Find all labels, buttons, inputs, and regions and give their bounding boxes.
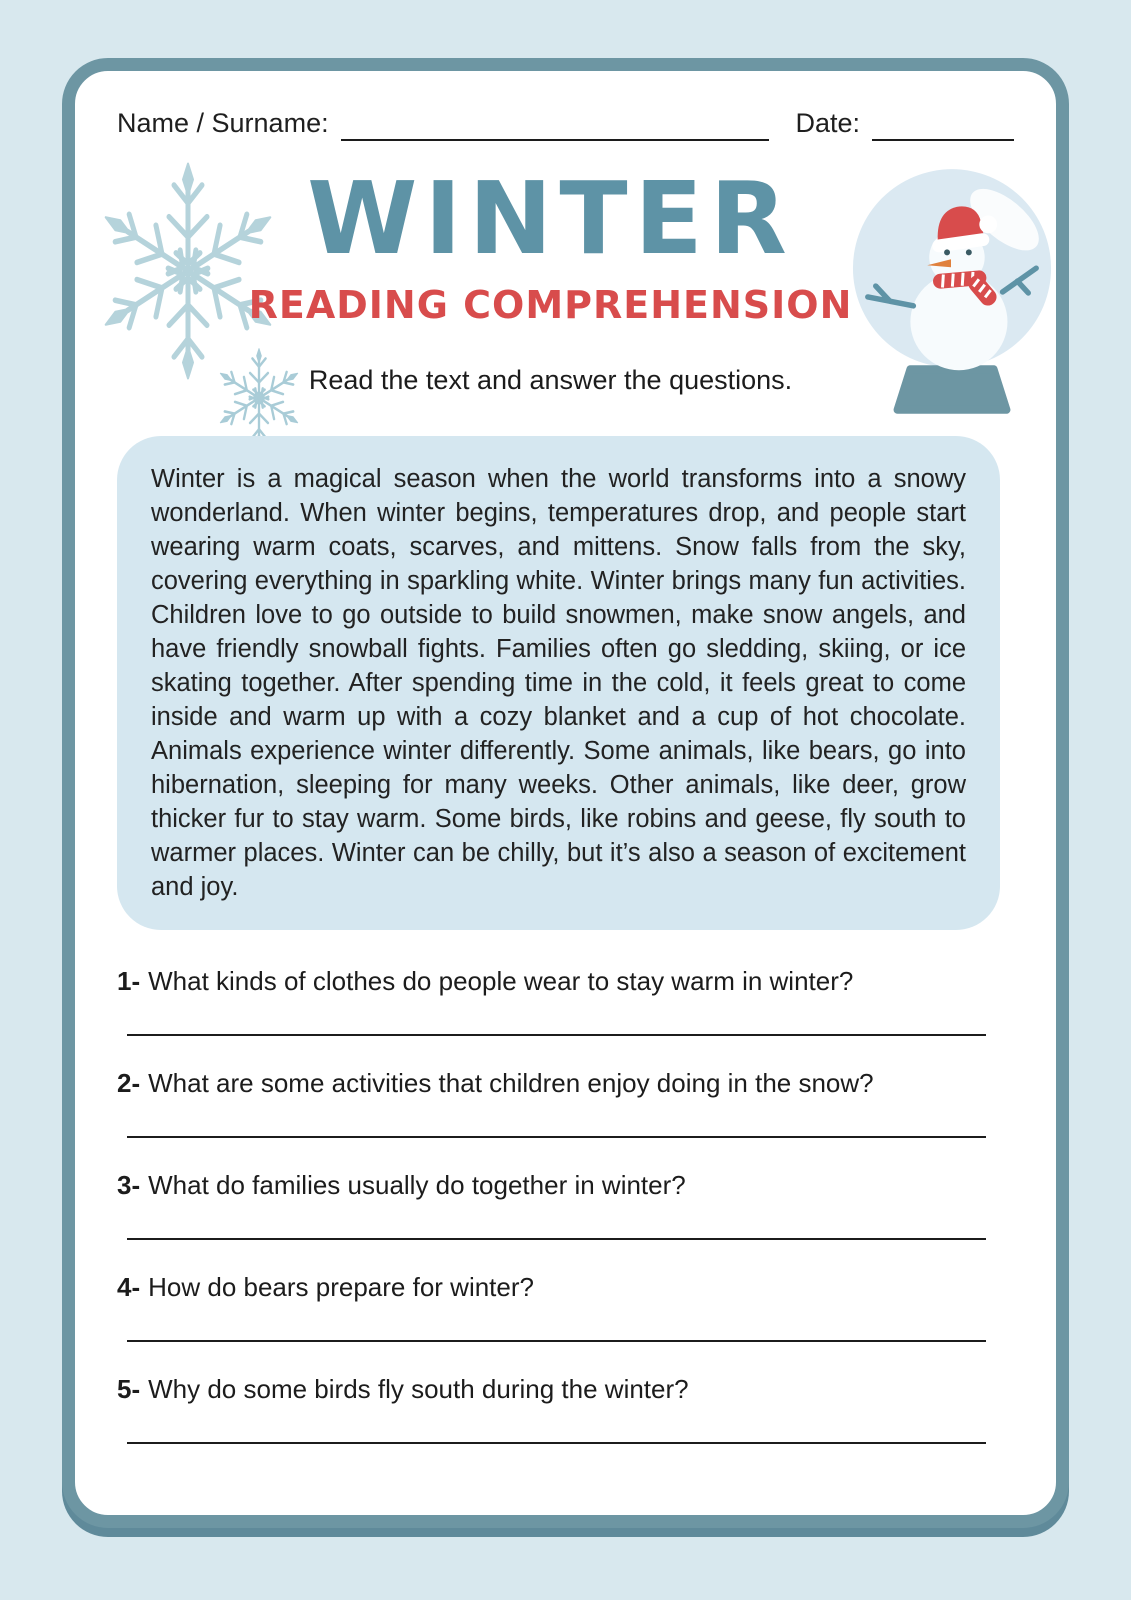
name-input-line[interactable] — [341, 107, 770, 141]
instruction-text: Read the text and answer the questions. — [308, 364, 793, 395]
question-item — [117, 1374, 1014, 1444]
page-title: WINTER — [307, 160, 794, 277]
question-item — [117, 1170, 1014, 1240]
answer-input-line[interactable] — [127, 1442, 986, 1444]
questions-section — [117, 966, 1014, 1444]
question-text: How do bears prepare for winter? — [148, 1271, 534, 1302]
question-number: 5- — [117, 1373, 141, 1404]
question-item — [117, 1068, 1014, 1138]
question-item — [117, 1272, 1014, 1342]
answer-input-line[interactable] — [127, 1238, 986, 1240]
question-text: Why do some birds fly south during the winter? — [148, 1373, 689, 1404]
worksheet-card — [62, 58, 1069, 1528]
question-number: 4- — [117, 1271, 141, 1302]
question-number: 1- — [117, 965, 141, 996]
passage-box — [117, 436, 1000, 930]
name-label: Name / Surname: — [117, 108, 329, 138]
question-number: 2- — [117, 1067, 141, 1098]
name-date-row — [117, 107, 1014, 141]
question-text: What are some activities that children enjoy doing in the snow? — [148, 1067, 874, 1098]
question-text: What do families usually do together in winter? — [148, 1169, 686, 1200]
page-subtitle: READING COMPREHENSION — [248, 283, 853, 327]
passage-text: Winter is a magical season when the world transforms into a snowy wonderland. When winter begins, temperatures drop, and people start wearing warm coats, scarves, and mittens. Snow falls from the sky, covering everything in sparkling white. Winter brings many fun activities. Children love to go outside to build snowmen, make snow angels, and have friendly snowball fights. Families often go sledding, skiing, or ice skating together. After spending time in the cold, it feels great to come inside and warm up with a cozy blanket and a cup of hot chocolate. Animals experience winter differently. Some animals, like bears, go into hibernation, sleeping for many weeks. Other animals, like deer, grow thicker fur to stay warm. Some birds, like robins and geese, fly south to warmer places. Winter can be chilly, but it’s also a season of excitement and joy. — [151, 464, 966, 901]
question-text: What kinds of clothes do people wear to stay warm in winter? — [148, 965, 854, 996]
date-input-line[interactable] — [872, 107, 1014, 141]
answer-input-line[interactable] — [127, 1034, 986, 1036]
question-number: 3- — [117, 1169, 141, 1200]
answer-input-line[interactable] — [127, 1340, 986, 1342]
question-item — [117, 966, 1014, 1036]
title-block — [117, 160, 984, 396]
date-label: Date: — [795, 108, 860, 138]
answer-input-line[interactable] — [127, 1136, 986, 1138]
